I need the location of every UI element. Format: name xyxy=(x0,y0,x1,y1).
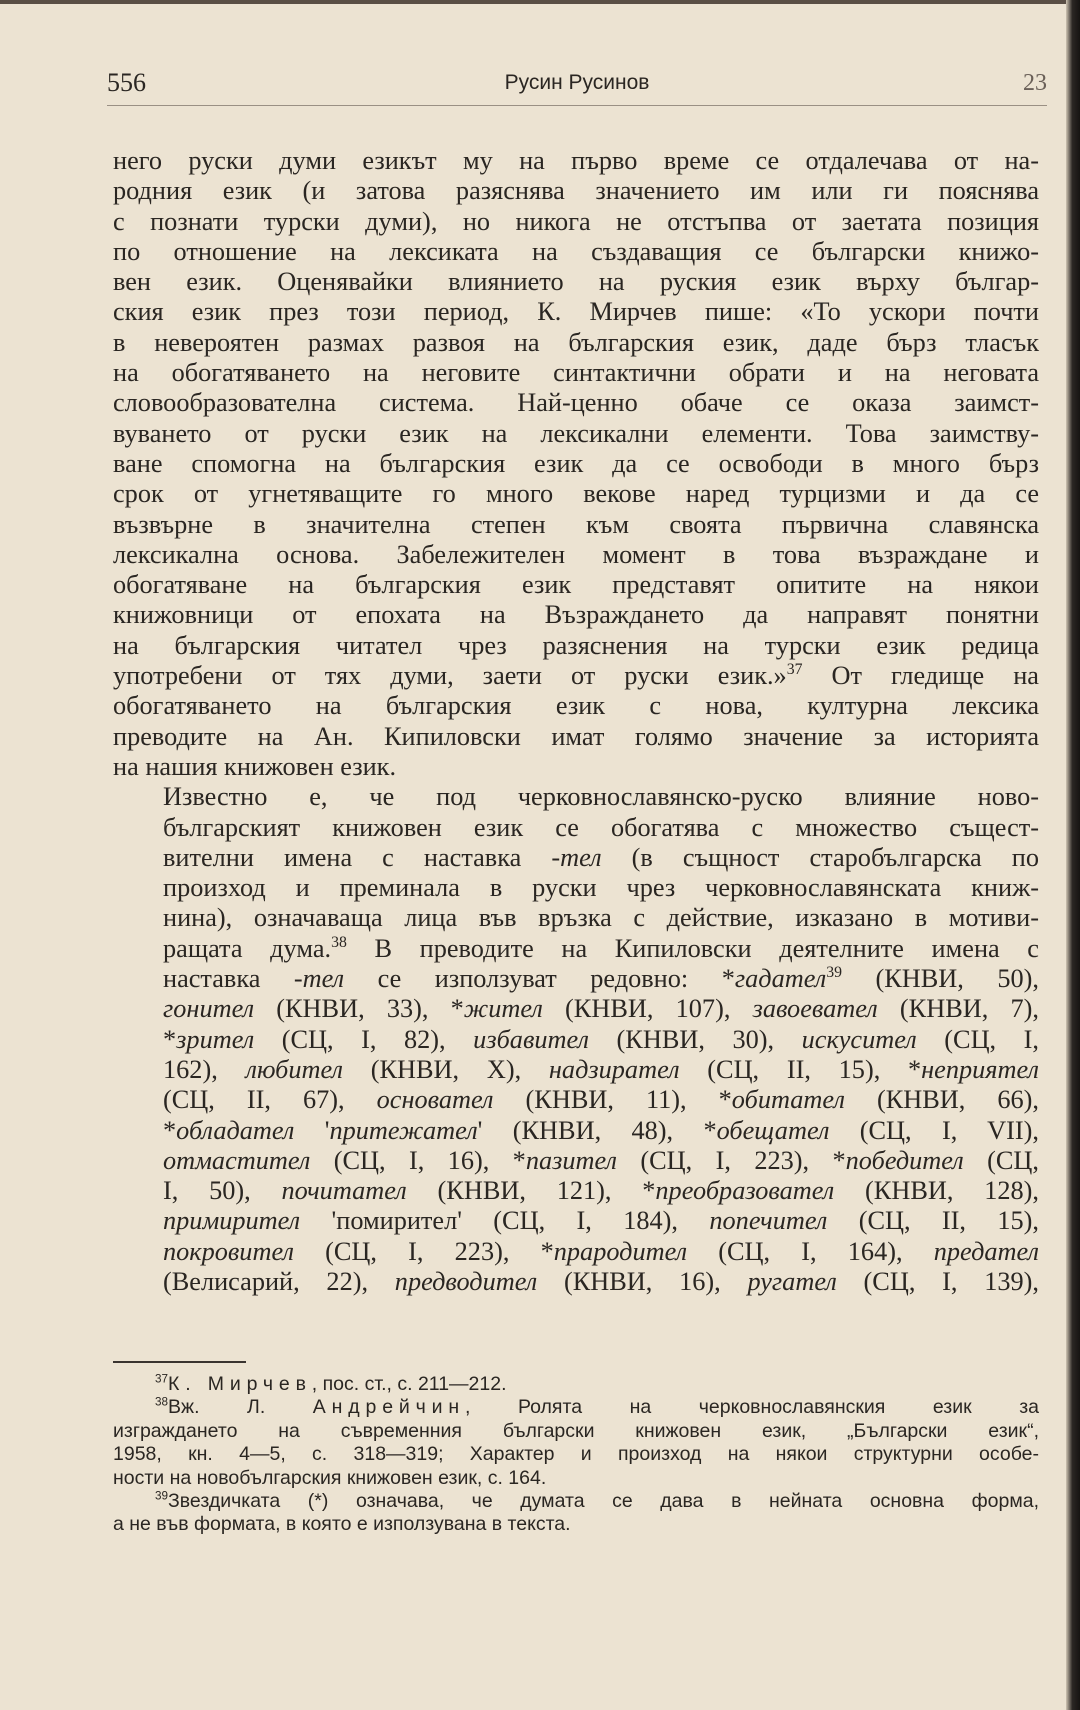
text-line: лексикална основа. Забележителен момент в това възраждане и xyxy=(113,539,1039,569)
footnotes xyxy=(113,1373,1039,1537)
paragraph-1 xyxy=(113,146,1039,782)
footnote-separator xyxy=(113,1361,246,1363)
text-line: покровител (СЦ, I, 223), *прародител (СЦ, I, 164), предател xyxy=(163,1236,1039,1266)
text-line: в невероятен размах развоя на българския език, даде бърз тласък xyxy=(113,327,1039,357)
footnote-ref-37: 37 xyxy=(786,661,803,679)
footnote-mark: 37 xyxy=(155,1372,169,1386)
page-header xyxy=(107,68,1047,104)
text-line: (Велисарий, 22), предводител (КНВИ, 16), ругател (СЦ, I, 139), xyxy=(163,1266,1039,1296)
text-line: *зрител (СЦ, I, 82), избавител (КНВИ, 30), искусител (СЦ, I, xyxy=(163,1024,1040,1054)
header-rule xyxy=(107,105,1047,106)
text-line: отмастител (СЦ, I, 16), *пазител (СЦ, I, 223), *победител (СЦ, xyxy=(163,1145,1040,1175)
page-top-edge xyxy=(0,0,1080,4)
text-line: I, 50), почитател (КНВИ, 121), *преобразовател (КНВИ, 128), xyxy=(163,1176,1039,1206)
text-line: Известно е, че под черковнославянско-руско влияние ново- xyxy=(163,782,1039,812)
footnote-ref-38: 38 xyxy=(331,933,347,951)
text-line: обогатяване на българския език представят опитите на някои xyxy=(113,570,1039,600)
footnote-mark: 39 xyxy=(155,1489,169,1503)
book-spine-shadow xyxy=(1066,0,1080,1710)
footnote-39: $^{39}$Звездичката (*) означава, че думата се дава в нейната основна форма, а не във формата, в която е използувана в текста. xyxy=(113,1489,1039,1536)
text-line: по отношение на лексиката на създаващия се български книжо- xyxy=(113,236,1039,266)
text-line: българският книжовен език се обогатява с множество същест- xyxy=(163,812,1039,842)
footnote-38: $^{38}$Вж. Л. Андрейчин, Ролята на черковнославянския език за изграждането на съвременния български книжовен език, „Български език“, 1958, кн. 4—5, с. 318—319; Характер и произход на някои структурни особе- ности на новобългарския книжовен език, с. 164. xyxy=(113,1395,1039,1489)
text-line: обогатяването на българския език с нова, културна лексика xyxy=(113,691,1039,721)
text-line: вуването от руски език на лексикални елементи. Това заимству- xyxy=(113,418,1039,448)
footnote-ref-39: 39 xyxy=(826,964,842,982)
text-line: произход и преминала в руски чрез черковнославянската книж- xyxy=(163,873,1039,903)
text-line: срок от угнетяващите го много векове наред турцизми и да се xyxy=(113,479,1039,509)
body-text xyxy=(113,146,1039,1297)
text-line: книжовници от епохата на Възраждането да направят понятни xyxy=(113,600,1039,630)
text-line: ския език през този период, К. Мирчев пише: «То ускори почти xyxy=(113,297,1039,327)
text-line: на българския читател чрез разяснения на турски език редица xyxy=(113,630,1039,660)
text-line: родния език (и затова разяснява значението им или ги пояснява xyxy=(113,176,1039,206)
text-line: (СЦ, II, 67), основател (КНВИ, 11), *обитател (КНВИ, 66), xyxy=(163,1085,1039,1115)
paragraph-2 xyxy=(113,782,1039,1297)
text-line: с познати турски думи), но никога не отстъпва от заетата позиция xyxy=(113,206,1039,236)
footnote-37: $^{37}$К. Мирчев, пос. ст., с. 211—212. xyxy=(155,1372,507,1395)
text-line: *обладател 'притежател' (КНВИ, 48), *обещател (СЦ, I, VII), xyxy=(163,1115,1039,1145)
text-line: словообразователна система. Най-ценно обаче се оказа заимст- xyxy=(113,388,1039,418)
text-line: него руски думи езикът му на първо време се отдалечава от на- xyxy=(113,146,1039,175)
text-line: наставка -тел се използуват редовно: *гадател$^{39}$ (КНВИ, 50), xyxy=(163,964,1039,994)
text-line: ращата дума.$^{38}$ В преводите на Кипиловски деятелните имена с xyxy=(163,933,1039,963)
text-line: 162), любител (КНВИ, X), надзирател (СЦ, II, 15), *неприятел xyxy=(163,1054,1040,1084)
running-head: Русин Русинов xyxy=(504,71,650,94)
suffix-term: -тел xyxy=(551,842,602,872)
text-line: на нашия книжовен език. xyxy=(113,751,397,781)
text-line: възвърне в значителна степен към своята първична славянска xyxy=(113,509,1039,539)
footnote-author: Андрейчин xyxy=(312,1396,466,1419)
text-line: вителни имена с наставка -тел (в същност старобългарска по xyxy=(163,842,1039,872)
footnote-mark: 38 xyxy=(155,1395,169,1409)
page-number: 556 xyxy=(107,68,146,97)
text-line: употребени от тях думи, заети от руски език.»$^{37}$ От гледище на xyxy=(113,661,1039,691)
text-line: на обогатяването на неговите синтактични обрати и на неговата xyxy=(113,358,1039,388)
text-line: нина), означаваща лица във връзка с действие, изказано в мотиви- xyxy=(163,903,1039,933)
text-line: преводите на Ан. Кипиловски имат голямо значение за историята xyxy=(113,721,1039,751)
text-line: гонител (КНВИ, 33), *жител (КНВИ, 107), завоевател (КНВИ, 7), xyxy=(163,994,1039,1024)
text-line: примирител 'помирител' (СЦ, I, 184), попечител (СЦ, II, 15), xyxy=(163,1206,1039,1236)
text-line: ване спомогна на българския език да се освободи в много бърз xyxy=(113,448,1039,478)
text-line: вен език. Оценявайки влиянието на руския език върху българ- xyxy=(113,267,1039,297)
footnote-author: К. Мирчев xyxy=(168,1373,312,1395)
corner-number: 23 xyxy=(1023,70,1047,96)
